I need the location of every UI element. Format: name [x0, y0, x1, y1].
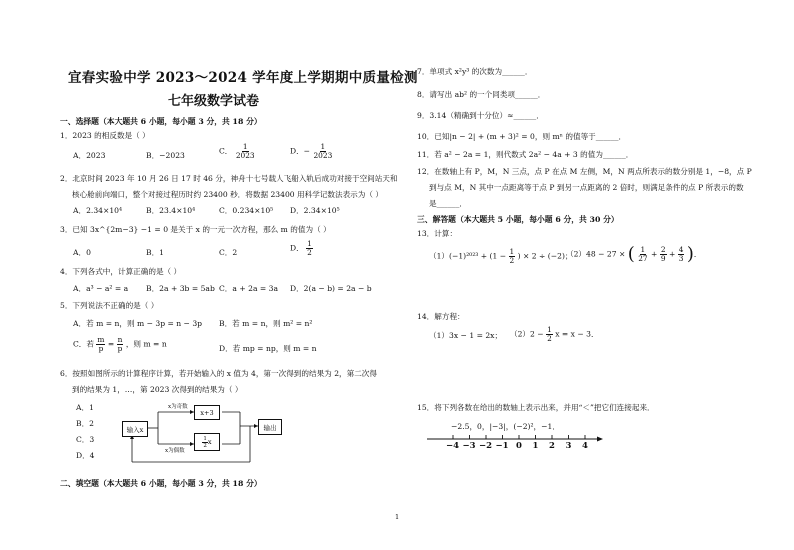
fraction-denominator: 2: [547, 334, 552, 343]
q3-option-c: C．2: [219, 248, 238, 257]
fraction-denominator: 2023: [313, 151, 333, 160]
flow-output-box: 输出: [258, 419, 282, 435]
axis-label: −3: [462, 441, 476, 451]
q1-option-a: A．2023: [73, 151, 106, 160]
page-number: 1: [395, 513, 400, 521]
fraction-denominator: 2023: [235, 151, 255, 160]
q1-option-c-fraction: [235, 143, 256, 160]
axis-label: 1: [532, 441, 539, 451]
axis-label: 2: [549, 441, 555, 451]
q5-option-a: A．若 m = n，则 m − 3p = n − 3p: [73, 319, 203, 328]
q6-line2: 到的结果为 1，…，第 2023 次得到的结果为（ ）: [72, 385, 243, 394]
q3-option-d: [290, 240, 313, 257]
q1-option-d-fraction: [312, 143, 333, 160]
q12-line2: 到与点 M，N 其中一点距离等于点 P 到另一点距离的 2 倍时，则满足条件的点 P 所表示的数: [429, 183, 744, 192]
flow-add-three-box: x+3: [194, 405, 220, 420]
q12-line3: 是______．: [429, 199, 467, 208]
q2-option-c: C．0.234×10⁵: [219, 206, 274, 215]
q4-option-a: A．a³ − a² = a: [73, 284, 129, 293]
flow-odd-label: x为奇数: [168, 404, 188, 410]
q5-option-d: D．若 mp = np，则 m = n: [219, 344, 317, 353]
fraction-numerator: n: [117, 335, 123, 344]
fraction-denominator: 2: [509, 256, 515, 265]
q15-numbers: −2.5，0，|−3|，(−2)²，−1．: [451, 422, 560, 431]
q6-option-a: A．1: [76, 403, 94, 412]
fraction-denominator: 2: [203, 442, 207, 449]
plus-sign: +: [651, 249, 658, 259]
q13-part1-b: ) × 2 ÷ (−2)；: [517, 251, 573, 261]
fraction-numerator: 1: [307, 239, 312, 248]
q13-part2-a: （2）48 − 27 ×: [566, 249, 626, 259]
q14-stem: 14．解方程：: [417, 312, 465, 321]
fraction-numerator: 1: [203, 435, 207, 442]
q3-option-d-label: D．: [290, 243, 304, 253]
q5-option-c: [73, 336, 167, 353]
q5-option-c-tail: ，则 m = n: [125, 339, 167, 349]
q2-option-a: A．2.34×10⁴: [73, 206, 123, 215]
q5-option-c-fraction-1: [96, 336, 105, 353]
fraction-denominator: 2: [307, 248, 312, 257]
q2-line1: 2．北京时间 2023 年 10 月 26 日 17 时 46 分，神舟十七号载人飞船入轨后成功对接于空间站天和: [60, 174, 398, 183]
q5-option-c-equals: =: [107, 339, 115, 349]
q4-option-c: C．a + 2a = 3a: [219, 284, 279, 293]
fraction-denominator: 27: [638, 254, 648, 263]
q2-option-d: D．2.34×10⁵: [290, 206, 340, 215]
q13-part2-fraction-3: [678, 246, 685, 263]
q13-part2-end: ．: [693, 249, 702, 259]
q5-option-c-label: C．若: [73, 339, 94, 349]
q1-option-d: [290, 143, 333, 160]
q3-option-b: B．1: [146, 248, 165, 257]
axis-label: −4: [446, 441, 460, 451]
q1-option-c: [219, 143, 256, 160]
axis-label: −1: [495, 441, 509, 451]
q13-part2: [566, 243, 702, 265]
q13-part2-fraction-2: [660, 246, 667, 263]
q7: 7．单项式 x²y³ 的次数为______．: [417, 67, 533, 76]
right-paren: ): [686, 243, 694, 265]
q5-option-b: B．若 m = n，则 m² = n²: [219, 319, 313, 328]
section-heading-answer: 三、解答题（本大题共 5 小题，每小题 6 分，共 30 分）: [417, 215, 619, 224]
fraction-numerator: 1: [640, 245, 646, 254]
q2-option-b: B．23.4×10⁴: [146, 206, 196, 215]
flow-input-box: 输入x: [122, 421, 148, 437]
fraction-denominator: p: [98, 344, 104, 353]
q13-part1: [429, 248, 573, 265]
axis-label: 4: [582, 441, 588, 451]
q14-part2: [510, 326, 599, 343]
fraction-denominator: 9: [660, 254, 666, 263]
fraction-numerator: 1: [320, 142, 326, 151]
q6-line1: 6．按照如图所示的计算程序计算，若开始输入的 x 值为 4，第一次得到的结果为 2，第二次得: [60, 369, 377, 378]
q4-option-d: D．2(a − b) = 2a − b: [290, 284, 372, 293]
axis-label: 3: [565, 441, 572, 451]
q14-part1: （1）3x − 1 = 2x；: [429, 331, 503, 340]
q1-option-b: B．−2023: [146, 151, 185, 160]
q14-part2-a: （2）2 −: [510, 329, 544, 339]
q3-option-a: A．0: [73, 248, 91, 257]
flow-half-x: x: [207, 438, 212, 446]
q12-line1: 12．在数轴上有 P，M，N 三点，点 P 在点 M 左侧，M，N 两点所表示的数分别是 1，−8，点 P: [417, 167, 752, 176]
fraction-numerator: m: [97, 335, 105, 344]
q6-option-b: B．2: [76, 419, 95, 428]
section-heading-fill: 二、填空题（本大题共 6 小题，每小题 3 分，共 18 分）: [60, 479, 262, 488]
plus-sign: +: [668, 249, 676, 259]
q3-option-d-fraction: [306, 240, 313, 257]
q13-stem: 13．计算：: [417, 229, 458, 238]
section-heading-choice: 一、选择题（本大题共 6 小题，每小题 3 分，共 18 分）: [60, 117, 262, 126]
fraction-numerator: 1: [547, 325, 552, 334]
q5-option-c-fraction-2: [117, 336, 124, 353]
q2-line2: 核心舱前向端口，整个对接过程历时约 23400 秒．将数据 23400 用科学记数法表示为（ ）: [72, 190, 383, 199]
q1-option-d-label: D．−: [290, 146, 311, 156]
q6-option-c: C．3: [76, 435, 95, 444]
q4-stem: 4．下列各式中，计算正确的是（ ）: [60, 267, 182, 276]
q6-option-d: D．4: [76, 451, 95, 460]
q4-option-b: B．2a + 3b = 5ab: [146, 284, 215, 293]
q13-part1-fraction: [509, 248, 516, 265]
q13-part2-fraction-1: [637, 246, 648, 263]
q3-stem: 3．已知 3x^{2m−3} −1 = 0 是关于 x 的一元一次方程，那么 m 的值为（ ）: [60, 225, 331, 234]
q15-stem: 15．将下列各数在给出的数轴上表示出来，并用“＜”把它们连接起来．: [417, 403, 655, 412]
q11: 11．若 a² − 2a = 1，则代数式 2a² − 4a + 3 的值为______．: [417, 150, 634, 159]
q10: 10．已知|n − 2| + (m + 3)² = 0，则 mⁿ 的值等于______．: [417, 132, 627, 141]
fraction-numerator: 1: [242, 142, 248, 151]
q14-part2-b: x = x − 3．: [555, 329, 599, 339]
fraction-denominator: p: [117, 344, 123, 353]
page-subtitle: 七年级数学试卷: [168, 94, 260, 109]
q8: 8．请写出 ab² 的一个同类项______．: [417, 90, 546, 99]
q1-option-c-label: C．: [219, 146, 233, 156]
q14-part2-fraction: [546, 326, 553, 343]
q9: 9．3.14（精确到十分位）≈______．: [417, 111, 544, 120]
fraction-numerator: 1: [509, 247, 515, 256]
page-title: 宜春实验中学 2023～2024 学年度上学期期中质量检测: [68, 70, 418, 86]
flow-even-label: x为偶数: [165, 448, 185, 454]
q1-stem: 1．2023 的相反数是（ ）: [60, 131, 150, 140]
flow-half-box: [194, 433, 220, 451]
axis-label: −2: [479, 441, 493, 451]
axis-label: 0: [516, 441, 522, 451]
left-paren: (: [627, 243, 635, 265]
fraction-denominator: 3: [678, 254, 684, 263]
q5-stem: 5．下列说法不正确的是（ ）: [60, 301, 159, 310]
fraction-numerator: 2: [660, 245, 666, 254]
fraction-numerator: 4: [678, 245, 684, 254]
q13-part1-a: （1）(−1)²⁰²³ + (1 −: [429, 251, 507, 261]
